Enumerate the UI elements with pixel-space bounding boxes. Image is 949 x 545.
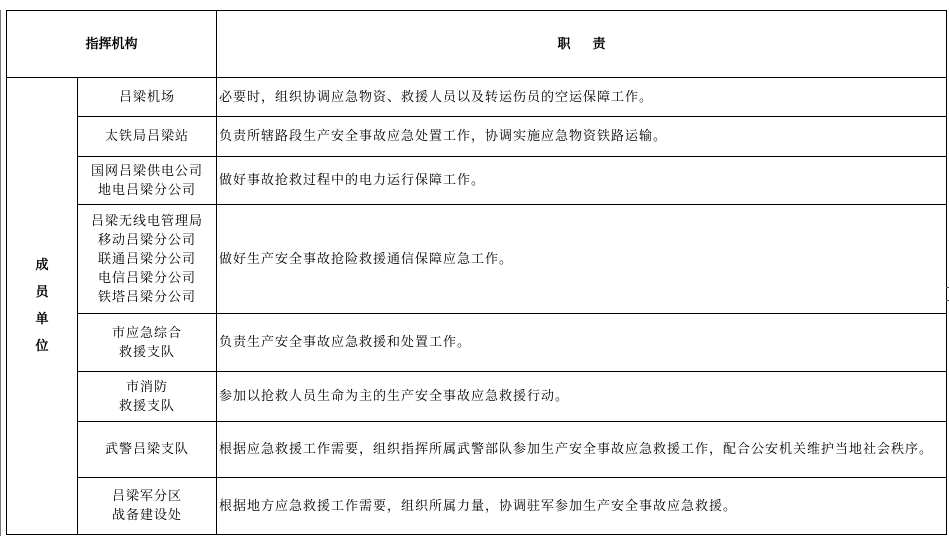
duty-text: 参加以抢救人员生命为主的生产安全事故应急救援行动。 <box>219 389 570 404</box>
header-duty-cell <box>217 11 947 78</box>
group-label-cell <box>7 78 78 535</box>
org-cell <box>78 205 217 314</box>
table-row <box>7 314 947 372</box>
org-name: 吕梁军分区 <box>112 489 183 504</box>
duty-text: 负责所辖路段生产安全事故应急处置工作，协调实施应急物资铁路运输。 <box>219 129 668 144</box>
org-cell <box>78 372 217 422</box>
org-name: 市应急综合 <box>112 325 183 341</box>
group-label-char: 位 <box>35 339 49 354</box>
table-header-row <box>7 11 947 78</box>
org-name: 救援支队 <box>119 398 176 414</box>
table-row <box>7 205 947 314</box>
table-row <box>7 422 947 478</box>
group-label-char: 单 <box>35 312 49 327</box>
duty-cell <box>217 205 947 314</box>
org-name: 联通吕梁分公司 <box>98 251 197 267</box>
duty-cell <box>217 117 947 157</box>
org-name: 电信吕梁分公司 <box>98 270 197 286</box>
duty-text: 根据应急救援工作需要，组织指挥所属武警部队参加生产安全事故应急救援工作，配合公安机关维护当地社会秩序。 <box>219 442 934 457</box>
duty-text: 负责生产安全事故应急救援和处置工作。 <box>219 335 472 350</box>
duty-text: 做好事故抢救过程中的电力运行保障工作。 <box>219 173 486 188</box>
table-row <box>7 117 947 157</box>
org-name: 国网吕梁供电公司 <box>91 163 204 179</box>
duty-table <box>6 10 947 535</box>
duty-cell <box>217 78 947 117</box>
org-cell <box>78 422 217 478</box>
org-name: 市消防 <box>126 379 169 395</box>
org-cell <box>78 78 217 117</box>
group-label-char: 成 <box>35 258 49 273</box>
duty-cell <box>217 422 947 478</box>
org-cell <box>78 478 217 535</box>
group-label-char: 员 <box>35 285 49 300</box>
duty-text: 必要时，组织协调应急物资、救援人员以及转运伤员的空运保障工作。 <box>219 89 654 105</box>
table-row <box>7 372 947 422</box>
page-border-line <box>0 10 1 536</box>
org-name: 救援支队 <box>119 344 176 360</box>
table-row <box>7 157 947 205</box>
duty-cell <box>217 157 947 205</box>
org-cell <box>78 314 217 372</box>
table-row <box>7 478 947 535</box>
duty-cell <box>217 372 947 422</box>
org-name: 吕梁无线电管理局 <box>91 213 204 229</box>
duty-cell <box>217 314 947 372</box>
org-cell <box>78 117 217 157</box>
org-name: 战备建设处 <box>112 508 183 523</box>
table-row <box>7 78 947 117</box>
header-org-cell <box>7 11 217 78</box>
org-name: 吕梁机场 <box>119 89 176 105</box>
org-name: 太铁局吕梁站 <box>105 129 190 144</box>
header-duty-label: 职责 <box>557 36 628 52</box>
org-name: 移动吕梁分公司 <box>98 232 197 248</box>
org-name: 武警吕梁支队 <box>105 442 190 457</box>
org-name: 铁塔吕梁分公司 <box>98 289 197 305</box>
duty-cell <box>217 478 947 535</box>
header-org-label: 指挥机构 <box>85 36 138 52</box>
duty-text: 做好生产安全事故抢险救援通信保障应急工作。 <box>219 251 514 267</box>
org-name: 地电吕梁分公司 <box>98 182 197 198</box>
org-cell <box>78 157 217 205</box>
duty-text: 根据地方应急救援工作需要，组织所属力量，协调驻军参加生产安全事故应急救援。 <box>219 498 738 514</box>
